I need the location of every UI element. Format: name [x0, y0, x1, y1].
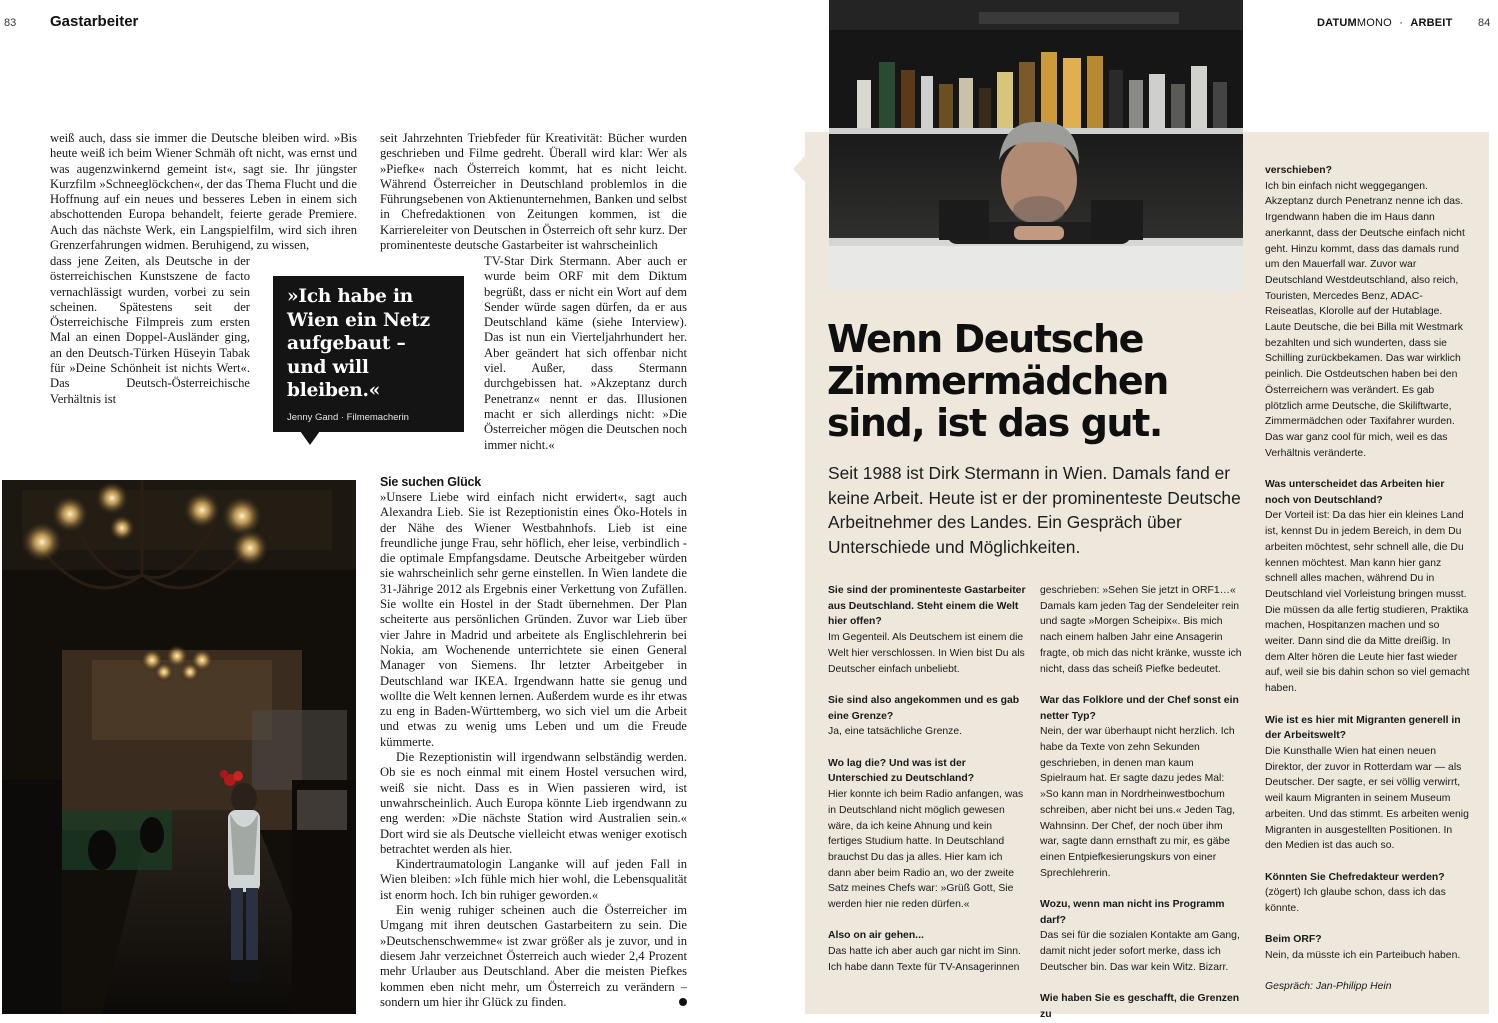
article-column-1-top — [50, 131, 357, 253]
interview-column-3 — [1265, 163, 1471, 995]
interview-question: verschieben? — [1265, 165, 1332, 176]
brand-bold: DATUM — [1317, 17, 1357, 29]
rubric: ARBEIT — [1410, 17, 1453, 29]
brand-light: MONO — [1356, 17, 1392, 29]
intro-text: Seit 1988 ist Dirk Stermann in Wien. Damals fand er keine Arbeit. Heute ist er der prominenteste Deutsche Arbeitnehmer des Landes. Ein Gespräch über Unterschiede und Möglichkeiten. — [828, 463, 1241, 557]
right-page — [749, 0, 1498, 1020]
interview-column-2 — [1040, 583, 1243, 1023]
magazine-header — [1317, 17, 1453, 29]
subheading: Sie suchen Glück — [380, 475, 482, 489]
headline: Wenn Deutsche Zimmermädchen sind, ist das gut. — [827, 317, 1168, 445]
section-title: Gastarbeiter — [50, 13, 139, 30]
bar-photo-illustration — [829, 0, 1243, 291]
interview-answer: Die Kunsthalle Wien hat einen neuen Direktor, der zuvor in Rotterdam war — als Deutscher. Der sagte, er sei völlig verwirrt, weil kaum Migranten in seinem Museum arbeiten. Und das stimmt. Es arbeiten wenig Migranten in ausgestellten Positionen. In den Medien ist das auch so. — [1265, 745, 1469, 852]
interview-column-1 — [828, 583, 1028, 976]
paragraph: TV-Star Dirk Stermann. Aber auch er wurde beim ORF mit dem Diktum begrüßt, dass er nicht ein Wort auf dem Sender würde sagen dürfen, da er aus Deutschland käme (siehe Interview). Das ist nun ein Vierteljahrhundert her. Aber geändert hat sich offenbar nicht viel. Außer, dass Stermann durchgebissen hat. »Akzeptanz durch Penetranz« nennt er das. Illusionen macht er sich allerdings nicht: »Die Österreicher mögen die Deutschen noch immer nicht.« — [484, 254, 687, 452]
paragraph: seit Jahrzehnten Triebfeder für Kreativität: Bücher wurden geschrieben und Filme gedreht. Überall wird klar: Wer als »Piefke« nach Österreich kommt, hat es nicht leicht. Während Österreicher in Deutschland problemlos in die Führungsebenen von Aktienunternehmen, Banken und selbst in Chefredaktionen von Zeitungen kommen, ist die Karriereleiter von Deutschen in Österreich oft sehr kurz. Der prominenteste deutsche Gastarbeiter ist wahrscheinlich — [380, 131, 687, 253]
article-column-2-narrow — [484, 254, 687, 453]
paragraph: Die Rezeptionistin will irgendwann selbständig werden. Ob sie es noch einmal mit einem Hostel versuchen wird, weiß sie nicht. Dass es in Wien passieren wird, ist unwahrscheinlich. Auch Europa könnte Lieb irgendwann zu eng werden: »Die nächste Station wird Australien sein.« Dort wird sie als Deutsche vielleicht etwas weniger exotisch betrachtet werden als hier. — [380, 750, 687, 856]
page-number-right: 84 — [1478, 17, 1491, 29]
article-column-1-narrow — [50, 254, 250, 407]
header-separator: · — [1399, 17, 1404, 29]
interview-question: Also on air gehen... — [828, 930, 924, 942]
panel-notch — [793, 155, 806, 183]
interview-question: Sie sind also angekommen und es gab eine Grenze? — [828, 694, 1020, 722]
paragraph: weiß auch, dass sie immer die Deutsche bleiben wird. »Bis heute weiß ich beim Wiener Schmäh oft nicht, was ernst und was augenzwinkernd gemeint ist«, sagt sie. Ihr jüngster Kurzfilm »Schneeglöckchen«, der das Thema Flucht und die Hoffnung auf ein neues und besseres Leben in einem sich abschottenden Europa behandelt, feierte gerade Premiere. Auch das nächste Werk, ein Langspielfilm, wird sich ihren Grenzerfahrungen widmen. Beruhigend, zu wissen, — [50, 131, 357, 253]
end-mark — [679, 998, 687, 1006]
paragraph: Kindertraumatologin Langanke will auf jeden Fall in Wien bleiben: »Ich fühle mich hier wohl, die Lebensqualität ist enorm hoch. Ich bin ruhiger geworden.« — [380, 857, 687, 902]
interview-answer: Hier konnte ich beim Radio anfangen, was in Deutschland nicht möglich gewesen wäre, da ich keine Ahnung und kein fertiges Studium hatte. In Deutschland brauchst Du das ja alles. Hier kam ich dann aber beim Radio an, wo der zweite Satz meines Chefs war: »Grüß Gott, Sie werden hier nie reden dürfen.« — [828, 789, 1024, 911]
article-column-2-top — [380, 131, 687, 253]
pull-quote-pointer — [300, 431, 320, 445]
interview-answer: Nein, der war überhaupt nicht herzlich. Ich habe da Texte von zehn Sekunden geschrieben, in denen man kaum Spielraum hat. Er sagte dazu jedes Mal: »So kann man in Nordrheinwestbochum schreiben, aber nicht bei uns.« Jeden Tag, Wahnsinn. Der Chef, der noch über ihm war, sagte dann ernsthaft zu mir, es gäbe einen Entpiefkesierungskurs von einer Sprechlehrerin. — [1040, 726, 1236, 879]
interview-question: Wozu, wenn man nicht ins Programm darf? — [1040, 899, 1225, 926]
interview-credit: Gespräch: Jan-Philipp Hein — [1265, 981, 1392, 993]
cafe-photo-illustration — [2, 480, 356, 1014]
page-number-left: 83 — [4, 17, 17, 29]
interview-answer: (zögert) Ich glaube schon, dass ich das könnte. — [1265, 887, 1446, 914]
interview-answer: Das hatte ich aber auch gar nicht im Sinn. Ich habe dann Texte für TV-Ansagerinnen — [828, 946, 1021, 973]
interview-answer: Ich bin einfach nicht weggegangen. Akzeptanz durch Penetranz nenne ich das. Irgendwann haben die im Haus dann anerkannt, dass der Deutsche einfach nicht geht. Hinzu kommt, dass das damals rund um den Mauerfall war. Zuvor war Deutschland Westdeutschland, also reich, Touristen, Mercedes Benz, ADAC-Reiseatlas, Klorolle auf der Hutablage. Laute Deutsche, die bei Billa mit Westmark bezahlten und sich wunderten, dass sie Schilling zurückbekamen. Das war wirklich peinlich. Die Ostdeutschen haben bei den Österreichern was verändert. Es gab plötzlich arme Deutsche, die Skiliftwarte, Zimmermädchen oder Taxifahrer wurden. Das war ganz cool für mich, weil es das Verhältnis veränderte. — [1265, 180, 1465, 459]
bar-photo — [829, 0, 1243, 291]
pull-quote — [273, 276, 464, 432]
paragraph: dass jene Zeiten, als Deutsche in der österreichischen Kunstszene de facto vernachlässigt wurden, vorbei zu sein scheinen. Spätestens seit der Österreichische Filmpreis zum ersten Mal an einen Doppel-Ausländer ging, an den Deutsch-Türken Hüseyin Tabak für »Deine Schönheit ist nichts Wert«. Das Deutsch-Österreichische Verhältnis ist — [50, 254, 250, 406]
interview-answer: Das sei für die sozialen Kontakte am Gang, damit nicht jeder sofort merke, dass ich Deutscher bin. Das war kein Witz. Bizarr. — [1040, 930, 1240, 973]
article-column-2-bottom — [380, 474, 687, 1010]
cafe-photo — [2, 480, 356, 1014]
pull-quote-attribution: Jenny Gand · Filmemacherin — [287, 411, 409, 423]
interview-question: Wo lag die? Und was ist der Unterschied zu Deutschland? — [828, 757, 975, 785]
interview-answer: Der Vorteil ist: Da das hier ein kleines Land ist, kennst Du in jedem Bereich, in dem Du arbeiten möchtest, sehr schnell alle, die Du kennen möchtest. Man kann hier ganz schnell alles machen, während Du in Deutschland viel Vorleistung bringen musst. Die müssen da alle fertig studieren, Praktika machen, Hospitanzen machen und so weiter. Dann sind die da Mitte dreißig. In dem Alter hören die Leute hier fast wieder auf, weil sie bis dahin schon so viel gemacht haben. — [1265, 510, 1470, 695]
interview-question: Wie haben Sie es geschafft, die Grenzen zu — [1040, 993, 1240, 1020]
interview-question: War das Folklore und der Chef sonst ein netter Typ? — [1040, 694, 1239, 722]
interview-answer: Ja, eine tatsächliche Grenze. — [828, 726, 962, 738]
interview-question: Wie ist es hier mit Migranten generell in der Arbeitswelt? — [1265, 714, 1461, 742]
interview-question: Beim ORF? — [1265, 934, 1322, 946]
interview-answer: Im Gegenteil. Als Deutschem ist einem die Welt hier verschlossen. In Wien bist Du als Deutscher einfach unbeliebt. — [828, 632, 1025, 675]
paragraph: Ein wenig ruhiger scheinen auch die Österreicher im Umgang mit ihren deutschen Gastarbeitern zu sein. Die »Deutschenschwemme« ist zwar größer als je zuvor, und in diesem Jahr verzeichnet Österreich auch wieder 2,4 Prozent mehr Urlauber aus Deutschland. Aber die meisten Piefkes kommen eben nicht mehr, um Österreich zu verändern – sondern um hier ihr Glück zu finden. — [380, 903, 687, 1009]
paragraph: »Unsere Liebe wird einfach nicht erwidert«, sagt auch Alexandra Lieb. Sie ist Rezeptionistin eines Öko-Hotels in der Nähe des Wiener Westbahnhofs. Lieb ist eine freundliche junge Frau, sehr höflich, eher leise, verbindlich - die optimale Empfangsdame. Deutsche Arbeitgeber würden sie wahrscheinlich sehr gerne einstellen. In Wien landete die 31-Jährige 2012 als Ergebnis einer Verkettung von Zufällen. Sie wollte ein Hostel in der Stadt übernehmen. Der Plan scheiterte aus persönlichen Gründen. Zuvor war Lieb über vier Jahre in Madrid und arbeitete als Englischlehrerin bei Nokia, am Wochenende unterrichtete sie einen General Manager von Siemens. Ihr letzter Arbeitgeber in Deutschland war IKEA. Irgendwann hatte sie genug und wollte die Welt kennen lernen. Außerdem wurde es ihr etwas zu eng in Baden-Württemberg, wo sich viel um die Arbeit und etwas zu wenig ums Leben und um die Freude kümmerte. — [380, 490, 687, 749]
interview-question: Könnten Sie Chefredakteur werden? — [1265, 871, 1445, 883]
interview-answer: geschrieben: »Sehen Sie jetzt in ORF1…« Damals kam jeden Tag der Sendeleiter rein und sagte »Morgen Scheipix«. Bis mich nach einem halben Jahr eine Ansagerin fragte, ob mich das nicht kränke, wusste ich nicht, dass das scheiß Piefke bedeutet. — [1040, 585, 1242, 675]
interview-question: Was unterscheidet das Arbeiten hier noch von Deutschland? — [1265, 479, 1445, 506]
interview-question: Sie sind der prominenteste Gastarbeiter aus Deutschland. Steht einem die Welt hier offen? — [828, 585, 1026, 628]
pull-quote-text: »Ich habe in Wien ein Netz aufgebaut – und will bleiben.« — [287, 286, 430, 401]
interview-answer: Nein, da müsste ich ein Parteibuch haben. — [1265, 950, 1461, 962]
left-page — [0, 0, 749, 1014]
